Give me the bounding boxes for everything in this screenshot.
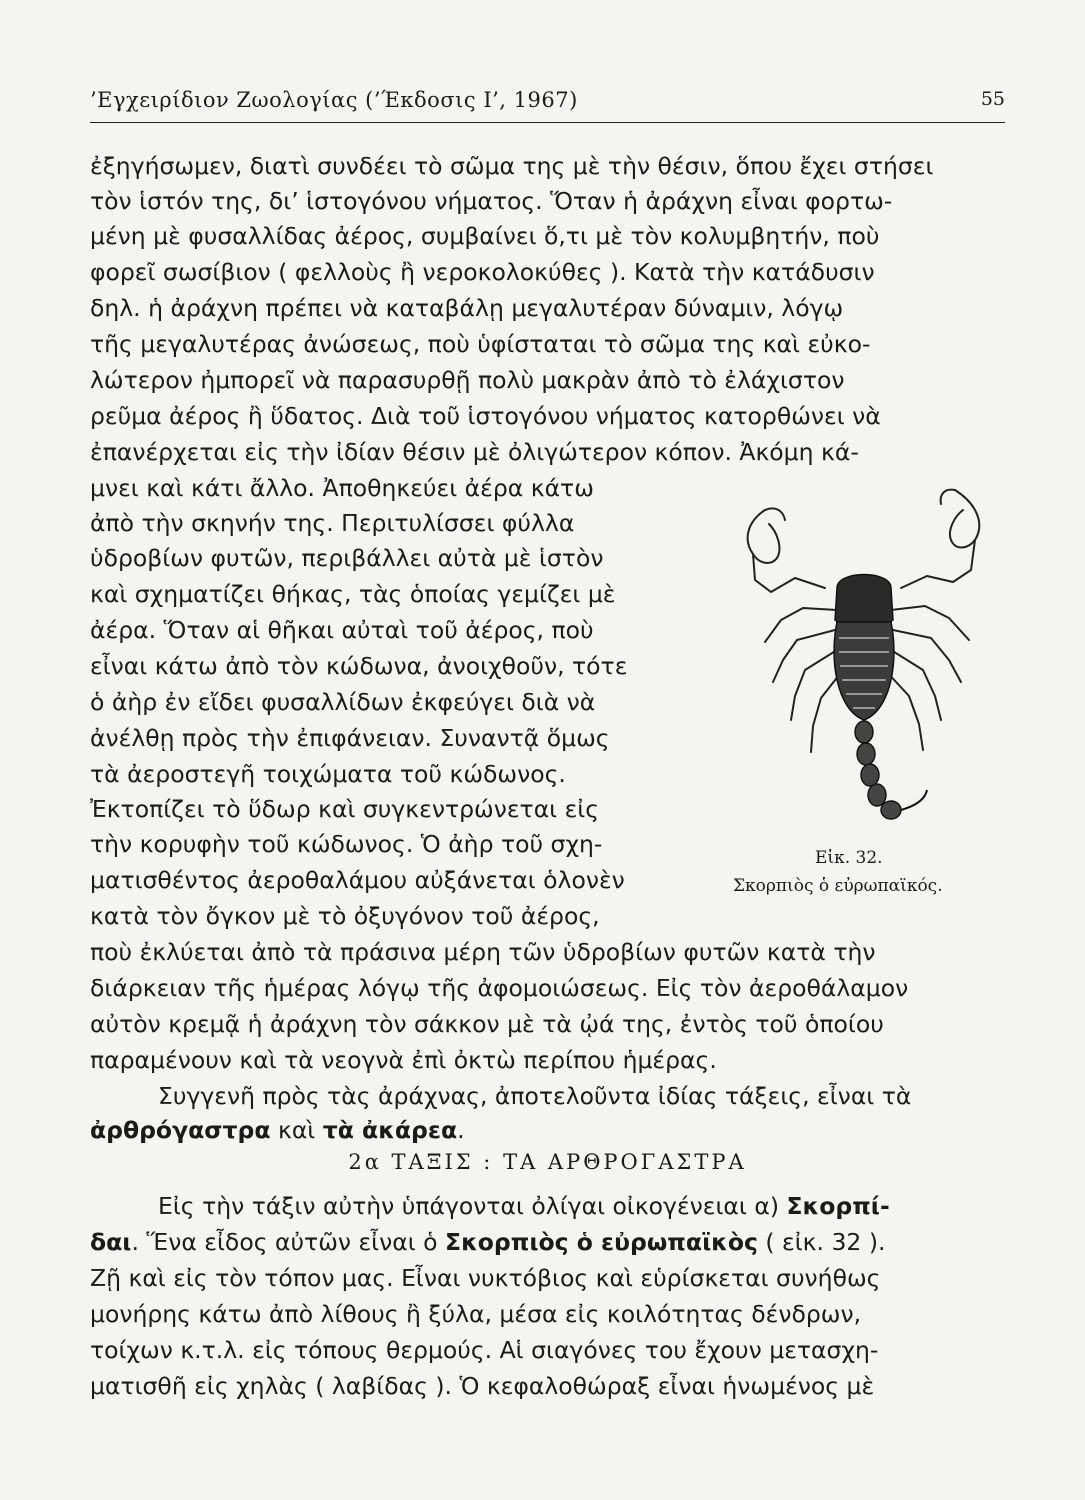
text-line: Ζῇ καὶ εἰς τὸν τόπον μας. Εἶναι νυκτόβιος καὶ εὑρίσκεται συνήθως [90,1264,881,1292]
text-line: ἀνέλθῃ πρὸς τὴν ἐπιφάνειαν. Συναντᾷ ὅμως [90,724,610,752]
text-line: εἶναι κάτω ἀπὸ τὸν κώδωνα, ἀνοιχθοῦν, τότε [90,652,628,680]
figure-caption: Σκορπιὸς ὁ εὐρωπαϊκός. [733,876,943,896]
running-title: ’Εγχειρίδιον Ζωολογίας (’Έκδοσις Ι’, 1967) [90,88,578,112]
text-line: ὁ ἀὴρ ἐν εἴδει φυσαλλίδων ἐκφεύγει διὰ νὰ [90,688,596,716]
text-line: ποὺ ἐκλύεται ἀπὸ τὰ πράσινα μέρη τῶν ὑδροβίων φυτῶν κατὰ τὴν [90,938,876,966]
text-line: Ἐκτοπίζει τὸ ὕδωρ καὶ συγκεντρώνεται εἰς [90,795,600,823]
text-span: καὶ [270,1116,323,1144]
bold-term: δαι [90,1228,132,1256]
scorpion-illustration [725,470,1005,840]
text-line: λώτερον ἠμπορεῖ νὰ παρασυρθῇ πολὺ μακρὰν ἀπὸ τὸ ἐλάχιστον [90,366,845,394]
section-heading: 2α ΤΑΞΙΣ : ΤΑ ΑΡΘΡΟΓΑΣΤΡΑ [348,1150,747,1174]
text-span: . [457,1116,465,1144]
text-line: τὰ ἀεροστεγῆ τοιχώματα τοῦ κώδωνος. [90,760,566,788]
text-line: δηλ. ἡ ἀράχνη πρέπει νὰ καταβάλῃ μεγαλυτέραν δύναμιν, λόγῳ [90,294,844,322]
text-line: ἀέρα. Ὅταν αἱ θῆκαι αὐταὶ τοῦ ἀέρος, ποὺ [90,616,594,644]
bold-term: ἀρθρόγαστρα [90,1116,271,1144]
text-line: τὴν κορυφὴν τοῦ κώδωνος. Ὁ ἀὴρ τοῦ σχη- [90,830,603,858]
text-line: ἐξηγήσωμεν, διατὶ συνδέει τὸ σῶμα της μὲ τὴν θέσιν, ὅπου ἔχει στήσει [90,152,934,180]
text-line: κατὰ τὸν ὄγκον μὲ τὸ ὀξυγόνον τοῦ ἀέρος, [90,902,600,930]
running-header [90,88,1005,123]
text-line: μνει καὶ κάτι ἄλλο. Ἀποθηκεύει ἀέρα κάτω [90,474,594,502]
text-line: παραμένουν καὶ τὰ νεογνὰ ἐπὶ ὀκτὼ περίπου ἡμέρας. [90,1046,717,1074]
text-span: Εἰς τὴν τάξιν αὐτὴν ὑπάγονται ὀλίγαι οἰκογένειαι α) [158,1192,787,1220]
text-line: φορεῖ σωσίβιον ( φελλοὺς ἢ νεροκολοκύθες ). Κατὰ τὴν κατάδυσιν [90,258,875,286]
text-line: ρεῦμα ἀέρος ἢ ὕδατος. Διὰ τοῦ ἱστογόνου νήματος κατορθώνει νὰ [90,402,881,430]
text-line: διάρκειαν τῆς ἡμέρας λόγῳ τῆς ἀφομοιώσεως. Εἰς τὸν ἀεροθάλαμον [90,974,909,1002]
text-line: τῆς μεγαλυτέρας ἀνώσεως, ποὺ ὑφίσταται τὸ σῶμα της καὶ εὐκο- [90,330,871,358]
text-line: Συγγενῆ πρὸς τὰς ἀράχνας, ἀποτελοῦντα ἰδίας τάξεις, εἶναι τὰ [158,1082,912,1110]
bold-term: Σκορπί- [786,1192,890,1220]
bold-term: τὰ ἀκάρεα [322,1116,458,1144]
text-span: . Ἕνα εἶδος αὐτῶν εἶναι ὁ [131,1228,446,1256]
text-line: ἀπὸ τὴν σκηνήν της. Περιτυλίσσει φύλλα [90,509,575,537]
text-line [90,1226,886,1258]
figure-label: Εἰκ. 32. [815,848,883,868]
text-line: καὶ σχηματίζει θήκας, τὰς ὁποίας γεμίζει μὲ [90,580,616,608]
text-line: ὑδροβίων φυτῶν, περιβάλλει αὐτὰ μὲ ἱστὸν [90,544,604,572]
text-line [90,1114,465,1146]
text-line: αὐτὸν κρεμᾷ ἡ ἀράχνη τὸν σάκκον μὲ τὰ ᾠά της, ἐντὸς τοῦ ὁποίου [90,1010,884,1038]
text-line: ματισθῆ εἰς χηλὰς ( λαβίδας ). Ὁ κεφαλοθώραξ εἶναι ἡνωμένος μὲ [90,1372,875,1400]
page-number: 55 [980,88,1005,110]
text-line: μονήρης κάτω ἀπὸ λίθους ἢ ξύλα, μέσα εἰς κοιλότητας δένδρων, [90,1300,862,1328]
text-line [158,1190,890,1222]
text-line: μένη μὲ φυσαλλίδας ἀέρος, συμβαίνει ὅ,τι μὲ τὸν κολυμβητήν, ποὺ [90,222,880,250]
text-line: τοίχων κ.τ.λ. εἰς τόπους θερμούς. Αἱ σιαγόνες του ἔχουν μετασχη- [90,1336,879,1364]
text-line: ματισθέντος ἀεροθαλάμου αὐξάνεται ὁλονὲν [90,866,625,894]
text-span: ( εἰκ. 32 ). [757,1228,886,1256]
text-line: ἐπανέρχεται εἰς τὴν ἰδίαν θέσιν μὲ ὀλιγώτερον κόπον. Ἀκόμη κά- [90,438,859,466]
text-line: τὸν ἱστόν της, δι’ ἱστογόνου νήματος. Ὅταν ἡ ἀράχνη εἶναι φορτω- [90,187,893,215]
bold-term: Σκορπιὸς ὁ εὐρωπαϊκὸς [445,1228,758,1256]
